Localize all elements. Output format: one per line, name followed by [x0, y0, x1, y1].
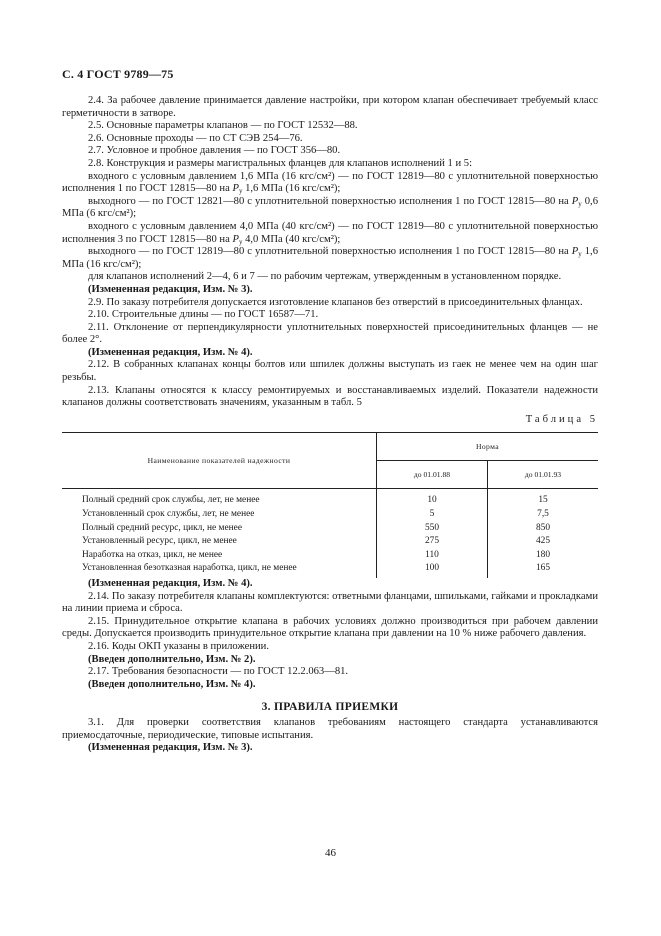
row-value-1993: 7,5 — [488, 508, 599, 522]
table-caption: Таблица 5 — [525, 413, 598, 425]
row-name-cell: Установленный ресурс, цикл, не менее — [82, 536, 237, 547]
body-text — [62, 95, 598, 755]
amendment-note: (Измененная редакция, Изм. № 3). — [88, 283, 253, 295]
paragraph: для клапанов исполнений 2—4, 6 и 7 — по рабочим чертежам, утвержденным в установленном порядке. — [88, 271, 562, 283]
page-number: 46 — [325, 847, 336, 859]
table-row — [62, 522, 598, 536]
amendment-note: (Измененная редакция, Изм. № 3). — [88, 742, 253, 754]
row-value-1993: 180 — [488, 549, 599, 563]
paragraph: 3.1. Для проверки соответствия клапанов требованиям настоящего стандарта устанавливаются приемосдаточные, периодические, типовые испытания. — [62, 716, 598, 741]
row-value-1993: 425 — [488, 535, 599, 549]
paragraph: 2.7. Условное и пробное давления — по ГОСТ 356—80. — [88, 145, 341, 157]
row-value-1988: 275 — [377, 535, 488, 549]
table-row — [62, 508, 598, 522]
paragraph: входного с условным давлением 4,0 МПа (40 кгс/см²) — по ГОСТ 12819—80 с уплотнительной поверхностью исполнения 3 по ГОСТ 12815—80 на $P_у$ 4,0 МПа (40 кгс/см²); — [62, 220, 598, 246]
paragraph: 2.14. По заказу потребителя клапаны комплектуются: ответными фланцами, шпильками, гайками и прокладками на линии приема и сброса. — [62, 590, 598, 615]
paragraph: 2.6. Основные проходы — по СТ СЭВ 254—76. — [88, 132, 303, 144]
row-value-1988: 5 — [377, 508, 488, 522]
row-value-1993: 850 — [488, 522, 599, 536]
table-row — [62, 562, 598, 578]
paragraph: входного с условным давлением 1,6 МПа (16 кгс/см²) — по ГОСТ 12819—80 с уплотнительной поверхностью исполнения 1 по ГОСТ 12815—80 на $P_у$ 1,6 МПа (16 кгс/см²); — [62, 170, 598, 196]
paragraph: 2.13. Клапаны относятся к классу ремонтируемых и восстанавливаемых изделий. Показатели надежности клапанов должны соответствовать значениям, указанным в табл. 5 — [62, 384, 598, 409]
row-value-1988: 10 — [377, 489, 488, 508]
table-row — [62, 535, 598, 549]
page-header: С. 4 ГОСТ 9789—75 — [62, 67, 174, 81]
paragraph: 2.10. Строительные длины — по ГОСТ 16587—71. — [88, 309, 319, 321]
paragraph: выходного — по ГОСТ 12821—80 с уплотнительной поверхностью исполнения 1 по ГОСТ 12815—80 на $P_у$ 0,6 МПа (6 кгс/см²); — [62, 195, 599, 220]
amendment-note: (Измененная редакция, Изм. № 4). — [88, 346, 253, 358]
table-body — [62, 489, 598, 578]
row-name-cell: Установленная безотказная наработка, цикл, не менее — [82, 563, 297, 574]
paragraph: 2.17. Требования безопасности — по ГОСТ 12.2.063—81. — [88, 666, 349, 678]
amendment-note: (Введен дополнительно, Изм. № 4). — [88, 678, 256, 690]
section-3-paragraphs — [62, 717, 598, 755]
paragraphs-before-table — [62, 95, 598, 410]
col-header-name: Наименование показателей надежности — [62, 433, 377, 489]
row-value-1988: 100 — [377, 562, 488, 578]
row-name-cell: Полный средний ресурс, цикл, не менее — [82, 522, 242, 533]
paragraph: 2.5. Основные параметры клапанов — по ГОСТ 12532—88. — [88, 120, 358, 132]
amendment-note: (Введен дополнительно, Изм. № 2). — [88, 653, 256, 665]
col-header-1988: до 01.01.88 — [377, 461, 488, 489]
paragraphs-after-table — [62, 578, 598, 691]
paragraph: 2.11. Отклонение от перпендикулярности уплотнительных поверхностей присоединительных фланцев — не более 2°. — [62, 321, 598, 346]
paragraph: 2.4. За рабочее давление принимается давление настройки, при котором клапан обеспечивает требуемый класс герметичности в затворе. — [62, 95, 598, 119]
paragraph: 2.15. Принудительное открытие клапана в рабочих условиях должно производиться при рабочем давлении среды. Допускается производить принудительное открытие клапана при давлении на 10 % ниже рабочего давления. — [62, 615, 598, 640]
row-value-1988: 550 — [377, 522, 488, 536]
row-name-cell: Установленный срок службы, лет, не менее — [82, 509, 255, 520]
section-3-title: 3. ПРАВИЛА ПРИЕМКИ — [261, 701, 399, 714]
paragraph: выходного — по ГОСТ 12819—80 с уплотнительной поверхностью исполнения 1 по ГОСТ 12815—80 на $P_у$ 1,6 МПа (16 кгс/см²); — [62, 246, 599, 270]
col-header-1993: до 01.01.93 — [488, 461, 599, 489]
row-value-1993: 165 — [488, 562, 599, 578]
table-row — [62, 489, 598, 508]
row-name-cell: Полный средний срок службы, лет, не менее — [82, 495, 260, 506]
row-value-1993: 15 — [488, 489, 599, 508]
paragraph: 2.9. По заказу потребителя допускается изготовление клапанов без отверстий в присоединительных фланцах. — [88, 296, 583, 308]
reliability-table — [62, 432, 598, 578]
paragraph: 2.16. Коды ОКП указаны в приложении. — [88, 640, 269, 652]
paragraph: 2.12. В собранных клапанах концы болтов или шпилек должны выступать из гаек не менее чем на один шаг резьбы. — [62, 359, 598, 384]
col-header-norm: Норма — [377, 433, 599, 461]
row-value-1988: 110 — [377, 549, 488, 563]
row-name-cell: Наработка на отказ, цикл, не менее — [82, 549, 223, 560]
amendment-note: (Измененная редакция, Изм. № 4). — [88, 578, 253, 589]
table-row — [62, 549, 598, 563]
paragraph: 2.8. Конструкция и размеры магистральных фланцев для клапанов исполнений 1 и 5: — [88, 157, 473, 169]
